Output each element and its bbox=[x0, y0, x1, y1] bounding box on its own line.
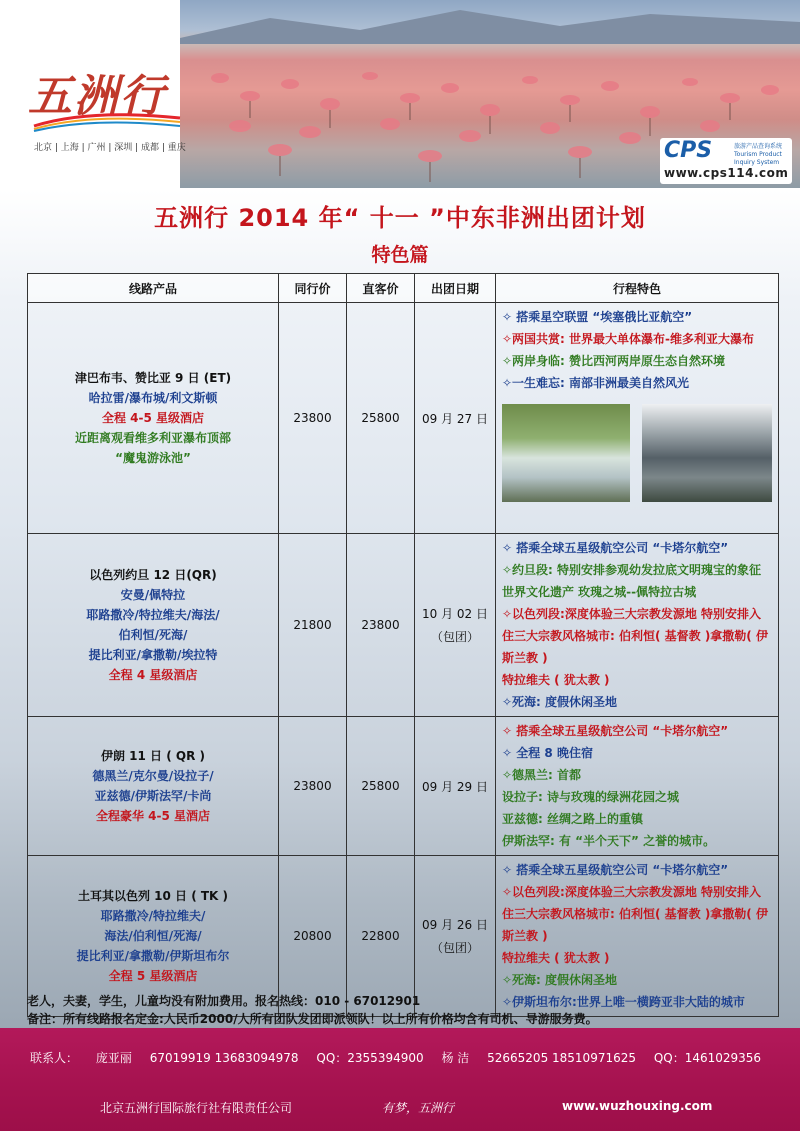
cps-name: CPS bbox=[664, 138, 713, 163]
notes-section bbox=[27, 992, 787, 1028]
table-row bbox=[28, 717, 779, 856]
header-retail-price: 直客价 bbox=[347, 274, 415, 303]
route-cities: 提比利亚/拿撒勒/埃拉特 bbox=[88, 648, 218, 662]
victoria-falls-aerial-photo bbox=[642, 404, 772, 502]
logo-brand: 五洲行 bbox=[28, 71, 166, 122]
date-value: 10 月 02 日 bbox=[422, 607, 488, 621]
route-name: 土耳其以色列 10 日 ( TK ) bbox=[77, 889, 229, 903]
footer-slogan: 有梦，五洲行 bbox=[382, 1101, 455, 1115]
retail-price: 25800 bbox=[347, 303, 415, 534]
logo-cities: 北京 | 上海 | 广州 | 深圳 | 成都 | 重庆 bbox=[34, 143, 186, 153]
feature-line: ✧两岸身临: 赞比西河两岸原生态自然环境 bbox=[502, 354, 726, 368]
feature-line: 设拉子: 诗与玫瑰的绿洲花园之城 bbox=[502, 790, 679, 804]
contact-phones: 52665205 18510971625 bbox=[487, 1051, 636, 1065]
route-highlight: 近距离观看维多利亚瀑布顶部 bbox=[74, 431, 231, 445]
route-cities: 耶路撒冷/特拉维夫/海法/ bbox=[86, 608, 220, 622]
footer-url[interactable]: www.wuzhouxing.com bbox=[562, 1099, 713, 1113]
route-cities: 安曼/佩特拉 bbox=[120, 588, 186, 602]
route-cities: 亚兹德/伊斯法罕/卡尚 bbox=[94, 789, 212, 803]
route-cell bbox=[28, 717, 279, 856]
retail-price: 23800 bbox=[347, 534, 415, 717]
feature-line: 特拉维夫 ( 犹太教 ) bbox=[502, 673, 610, 687]
feature-line: ✧ 搭乘全球五星级航空公司 “卡塔尔航空” bbox=[502, 863, 729, 877]
table-header-row bbox=[28, 274, 779, 303]
feature-line: 伊斯法罕: 有 “半个天下” 之誉的城市。 bbox=[502, 834, 716, 848]
note-line: 老人，夫妻，学生，儿童均没有附加费用。报名热线：010 - 67012901 bbox=[27, 994, 421, 1008]
footer-company: 北京五洲行国际旅行社有限责任公司 bbox=[100, 1101, 293, 1115]
route-cities: 伯利恒/死海/ bbox=[118, 628, 188, 642]
logo-swoosh-icon bbox=[32, 108, 182, 132]
page-title: 五洲行 2014 年“ 十一 ”中东非洲出团计划 bbox=[154, 204, 646, 232]
feature-line: ✧德黑兰: 首都 bbox=[502, 768, 582, 782]
feature-line: ✧以色列段:深度体验三大宗教发源地 特别安排入住三大宗教风格城市: 伯利恒( 基督教 )拿撒勒( 伊斯兰教 ) bbox=[502, 607, 768, 665]
feature-line: 世界文化遗产 玫瑰之城--佩特拉古城 bbox=[502, 585, 697, 599]
header-date: 出团日期 bbox=[415, 274, 496, 303]
date-value: 09 月 27 日 bbox=[422, 411, 488, 426]
feature-line: ✧死海: 度假休闲圣地 bbox=[502, 695, 618, 709]
feature-line: ✧伊斯坦布尔:世界上唯一横跨亚非大陆的城市 bbox=[502, 995, 745, 1009]
feature-line: ✧ 搭乘全球五星级航空公司 “卡塔尔航空” bbox=[502, 541, 729, 555]
header-banner bbox=[0, 0, 800, 190]
feature-line: ✧ 搭乘全球五星级航空公司 “卡塔尔航空” bbox=[502, 724, 729, 738]
features-cell bbox=[496, 303, 779, 534]
contact-qq: QQ：1461029356 bbox=[653, 1051, 762, 1065]
contact-info bbox=[30, 1049, 800, 1066]
contact-qq: QQ：2355394900 bbox=[316, 1051, 424, 1065]
table-row bbox=[28, 534, 779, 717]
route-cities: 哈拉雷/瀑布城/利文斯顿 bbox=[88, 391, 218, 405]
feature-line: ✧约旦段: 特别安排参观幼发拉底文明瑰宝的象征 bbox=[502, 563, 762, 577]
departure-date bbox=[415, 717, 496, 856]
route-cities: 德黑兰/克尔曼/设拉子/ bbox=[92, 769, 214, 783]
feature-line: ✧死海: 度假休闲圣地 bbox=[502, 973, 618, 987]
peer-price: 20800 bbox=[279, 856, 347, 1017]
wuzhouxing-logo bbox=[28, 60, 188, 160]
feature-line: ✧ 搭乘星空联盟 “埃塞俄比亚航空” bbox=[502, 310, 693, 324]
note-line: 备注：所有线路报名定金:人民币2000/人所有团队发团即派领队！以上所有价格均含有司机、导游服务费。 bbox=[27, 1012, 598, 1026]
cps-sub: 旅游产品查询系统 Tourism Product Inquiry System bbox=[734, 143, 783, 166]
devils-pool-photo bbox=[502, 404, 630, 502]
features-cell bbox=[496, 717, 779, 856]
route-hotel: 全程豪华 4-5 星酒店 bbox=[95, 809, 211, 823]
contact-person: 杨 洁 bbox=[441, 1051, 470, 1065]
feature-line: ✧两国共赏: 世界最大单体瀑布-维多利亚大瀑布 bbox=[502, 332, 755, 346]
feature-line: 特拉维夫 ( 犹太教 ) bbox=[502, 951, 610, 965]
contact-label: 联系人： bbox=[30, 1051, 79, 1065]
route-highlight: “魔鬼游泳池” bbox=[115, 451, 191, 465]
route-cell bbox=[28, 303, 279, 534]
table-row bbox=[28, 303, 779, 534]
peer-price: 23800 bbox=[279, 717, 347, 856]
date-value: 09 月 29 日 bbox=[422, 779, 488, 794]
route-name: 伊朗 11 日 ( QR ) bbox=[101, 749, 205, 763]
feature-line: ✧以色列段:深度体验三大宗教发源地 特别安排入住三大宗教风格城市: 伯利恒( 基督教 )拿撒勒( 伊斯兰教 ) bbox=[502, 885, 768, 943]
route-hotel: 全程 5 星级酒店 bbox=[108, 969, 198, 983]
date-note: （包团） bbox=[430, 630, 479, 644]
retail-price: 25800 bbox=[347, 717, 415, 856]
header-peer-price: 同行价 bbox=[279, 274, 347, 303]
features-cell bbox=[496, 534, 779, 717]
route-cities: 提比利亚/拿撒勒/伊斯坦布尔 bbox=[76, 949, 230, 963]
route-cell bbox=[28, 534, 279, 717]
tour-table bbox=[27, 273, 779, 1017]
waterfall-photos bbox=[502, 404, 772, 502]
header-route: 线路产品 bbox=[28, 274, 279, 303]
route-cities: 海法/伯利恒/死海/ bbox=[104, 929, 202, 943]
feature-line: 亚兹德: 丝绸之路上的重镇 bbox=[502, 812, 643, 826]
feature-line: ✧ 全程 8 晚住宿 bbox=[502, 746, 593, 760]
header-features: 行程特色 bbox=[496, 274, 779, 303]
peer-price: 23800 bbox=[279, 303, 347, 534]
date-value: 09 月 26 日 bbox=[422, 918, 488, 932]
departure-date bbox=[415, 303, 496, 534]
cps-logo bbox=[660, 138, 792, 184]
page-subtitle: 特色篇 bbox=[371, 244, 429, 266]
date-note: （包团） bbox=[430, 941, 479, 955]
contact-person: 庞亚丽 bbox=[95, 1051, 132, 1065]
route-cities: 耶路撒冷/特拉维夫/ bbox=[100, 909, 206, 923]
departure-date bbox=[415, 534, 496, 717]
route-hotel: 全程 4 星级酒店 bbox=[108, 668, 198, 682]
cps-url: www.cps114.com bbox=[664, 166, 789, 180]
retail-price: 22800 bbox=[347, 856, 415, 1017]
peer-price: 21800 bbox=[279, 534, 347, 717]
route-hotel: 全程 4-5 星级酒店 bbox=[101, 411, 205, 425]
route-name: 津巴布韦、赞比亚 9 日 (ET) bbox=[74, 371, 232, 385]
contact-phones: 67019919 13683094978 bbox=[149, 1051, 299, 1065]
feature-line: ✧一生难忘: 南部非洲最美自然风光 bbox=[502, 376, 690, 390]
footer bbox=[0, 1099, 800, 1123]
route-name: 以色列约旦 12 日(QR) bbox=[89, 568, 217, 582]
